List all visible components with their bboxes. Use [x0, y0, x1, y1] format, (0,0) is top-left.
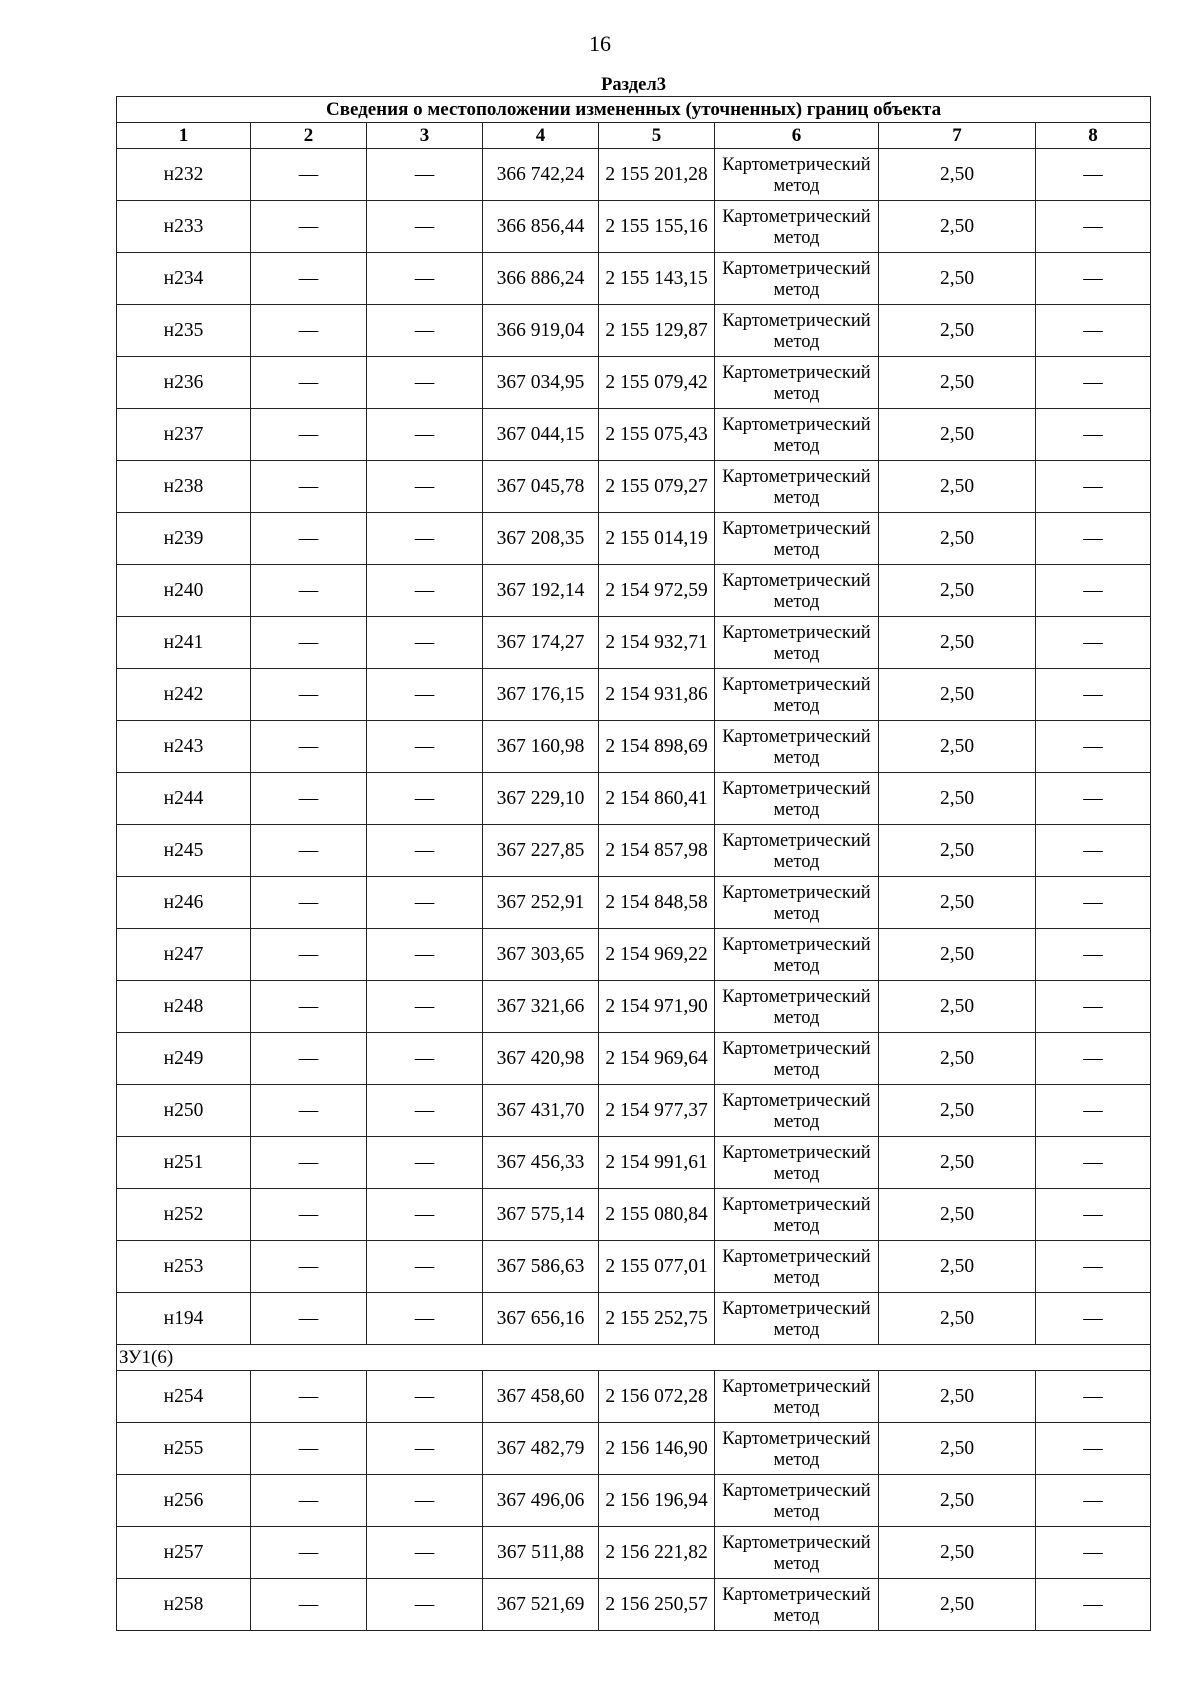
point-number-cell: н242	[117, 669, 251, 721]
empty-cell: —	[367, 1475, 483, 1527]
method-cell: Картометрический метод	[715, 1371, 879, 1423]
empty-cell: —	[1036, 1241, 1151, 1293]
y-coordinate-cell: 2 154 972,59	[599, 565, 715, 617]
empty-cell: —	[1036, 1033, 1151, 1085]
empty-cell: —	[251, 669, 367, 721]
accuracy-cell: 2,50	[879, 1241, 1036, 1293]
point-number-cell: н252	[117, 1189, 251, 1241]
empty-cell: —	[251, 1033, 367, 1085]
accuracy-cell: 2,50	[879, 253, 1036, 305]
accuracy-cell: 2,50	[879, 669, 1036, 721]
column-header: 5	[599, 123, 715, 149]
empty-cell: —	[367, 981, 483, 1033]
table-row	[117, 773, 1151, 825]
table-row	[117, 253, 1151, 305]
method-cell: Картометрический метод	[715, 1033, 879, 1085]
empty-cell: —	[367, 565, 483, 617]
method-cell: Картометрический метод	[715, 253, 879, 305]
method-cell: Картометрический метод	[715, 1423, 879, 1475]
accuracy-cell: 2,50	[879, 513, 1036, 565]
empty-cell: —	[251, 253, 367, 305]
empty-cell: —	[1036, 253, 1151, 305]
table-row	[117, 877, 1151, 929]
accuracy-cell: 2,50	[879, 1527, 1036, 1579]
column-header: 3	[367, 123, 483, 149]
accuracy-cell: 2,50	[879, 1579, 1036, 1631]
empty-cell: —	[367, 357, 483, 409]
empty-cell: —	[1036, 461, 1151, 513]
method-cell: Картометрический метод	[715, 721, 879, 773]
x-coordinate-cell: 367 034,95	[483, 357, 599, 409]
empty-cell: —	[1036, 1293, 1151, 1345]
group-label: ЗУ1(6)	[117, 1345, 1151, 1371]
x-coordinate-cell: 366 919,04	[483, 305, 599, 357]
point-number-cell: н237	[117, 409, 251, 461]
method-cell: Картометрический метод	[715, 1293, 879, 1345]
empty-cell: —	[1036, 929, 1151, 981]
empty-cell: —	[1036, 1579, 1151, 1631]
x-coordinate-cell: 367 511,88	[483, 1527, 599, 1579]
empty-cell: —	[251, 513, 367, 565]
table-row	[117, 981, 1151, 1033]
method-cell: Картометрический метод	[715, 461, 879, 513]
point-number-cell: н255	[117, 1423, 251, 1475]
table-row	[117, 149, 1151, 201]
boundary-coordinates-table	[116, 78, 1151, 1631]
table-row	[117, 565, 1151, 617]
empty-cell: —	[367, 1423, 483, 1475]
method-cell: Картометрический метод	[715, 149, 879, 201]
x-coordinate-cell: 367 176,15	[483, 669, 599, 721]
x-coordinate-cell: 367 575,14	[483, 1189, 599, 1241]
x-coordinate-cell: 367 458,60	[483, 1371, 599, 1423]
empty-cell: —	[367, 201, 483, 253]
empty-cell: —	[1036, 409, 1151, 461]
empty-cell: —	[251, 1423, 367, 1475]
method-cell: Картометрический метод	[715, 1137, 879, 1189]
empty-cell: —	[367, 409, 483, 461]
empty-cell: —	[367, 461, 483, 513]
empty-cell: —	[1036, 1189, 1151, 1241]
column-header: 8	[1036, 123, 1151, 149]
x-coordinate-cell: 367 160,98	[483, 721, 599, 773]
x-coordinate-cell: 367 045,78	[483, 461, 599, 513]
empty-cell: —	[1036, 825, 1151, 877]
x-coordinate-cell: 367 456,33	[483, 1137, 599, 1189]
point-number-cell: н239	[117, 513, 251, 565]
accuracy-cell: 2,50	[879, 617, 1036, 669]
point-number-cell: н238	[117, 461, 251, 513]
empty-cell: —	[367, 1579, 483, 1631]
point-number-cell: н251	[117, 1137, 251, 1189]
empty-cell: —	[251, 929, 367, 981]
empty-cell: —	[367, 721, 483, 773]
y-coordinate-cell: 2 155 014,19	[599, 513, 715, 565]
point-number-cell: н241	[117, 617, 251, 669]
x-coordinate-cell: 367 227,85	[483, 825, 599, 877]
point-number-cell: н233	[117, 201, 251, 253]
empty-cell: —	[251, 1085, 367, 1137]
accuracy-cell: 2,50	[879, 1033, 1036, 1085]
empty-cell: —	[1036, 565, 1151, 617]
table-row	[117, 409, 1151, 461]
empty-cell: —	[251, 461, 367, 513]
column-header: 4	[483, 123, 599, 149]
table-row	[117, 1475, 1151, 1527]
y-coordinate-cell: 2 154 932,71	[599, 617, 715, 669]
y-coordinate-cell: 2 155 079,42	[599, 357, 715, 409]
y-coordinate-cell: 2 154 931,86	[599, 669, 715, 721]
accuracy-cell: 2,50	[879, 201, 1036, 253]
x-coordinate-cell: 366 886,24	[483, 253, 599, 305]
empty-cell: —	[367, 825, 483, 877]
x-coordinate-cell: 366 856,44	[483, 201, 599, 253]
accuracy-cell: 2,50	[879, 929, 1036, 981]
x-coordinate-cell: 367 321,66	[483, 981, 599, 1033]
point-number-cell: н236	[117, 357, 251, 409]
table-row	[117, 1293, 1151, 1345]
table-row	[117, 721, 1151, 773]
column-header-row	[117, 123, 1151, 149]
empty-cell: —	[1036, 305, 1151, 357]
accuracy-cell: 2,50	[879, 305, 1036, 357]
method-cell: Картометрический метод	[715, 1085, 879, 1137]
accuracy-cell: 2,50	[879, 1475, 1036, 1527]
accuracy-cell: 2,50	[879, 1085, 1036, 1137]
y-coordinate-cell: 2 156 221,82	[599, 1527, 715, 1579]
empty-cell: —	[1036, 617, 1151, 669]
empty-cell: —	[1036, 981, 1151, 1033]
empty-cell: —	[251, 825, 367, 877]
table-row	[117, 617, 1151, 669]
empty-cell: —	[367, 1371, 483, 1423]
table-row	[117, 1033, 1151, 1085]
point-number-cell: н250	[117, 1085, 251, 1137]
empty-cell: —	[251, 305, 367, 357]
method-cell: Картометрический метод	[715, 409, 879, 461]
point-number-cell: н240	[117, 565, 251, 617]
method-cell: Картометрический метод	[715, 981, 879, 1033]
y-coordinate-cell: 2 156 250,57	[599, 1579, 715, 1631]
table-row	[117, 1189, 1151, 1241]
section-label: Раздел3	[601, 76, 666, 95]
empty-cell: —	[251, 201, 367, 253]
accuracy-cell: 2,50	[879, 565, 1036, 617]
empty-cell: —	[251, 617, 367, 669]
table-caption: Сведения о местоположении измененных (уточненных) границ объекта	[117, 97, 1151, 123]
point-number-cell: н258	[117, 1579, 251, 1631]
x-coordinate-cell: 367 252,91	[483, 877, 599, 929]
empty-cell: —	[251, 1371, 367, 1423]
table-row	[117, 825, 1151, 877]
point-number-cell: н257	[117, 1527, 251, 1579]
y-coordinate-cell: 2 154 857,98	[599, 825, 715, 877]
empty-cell: —	[251, 773, 367, 825]
empty-cell: —	[367, 617, 483, 669]
point-number-cell: н248	[117, 981, 251, 1033]
column-header: 1	[117, 123, 251, 149]
method-cell: Картометрический метод	[715, 513, 879, 565]
empty-cell: —	[251, 1579, 367, 1631]
y-coordinate-cell: 2 155 075,43	[599, 409, 715, 461]
point-number-cell: н243	[117, 721, 251, 773]
y-coordinate-cell: 2 155 080,84	[599, 1189, 715, 1241]
x-coordinate-cell: 367 208,35	[483, 513, 599, 565]
method-cell: Картометрический метод	[715, 617, 879, 669]
y-coordinate-cell: 2 156 072,28	[599, 1371, 715, 1423]
x-coordinate-cell: 367 656,16	[483, 1293, 599, 1345]
point-number-cell: н232	[117, 149, 251, 201]
empty-cell: —	[367, 253, 483, 305]
accuracy-cell: 2,50	[879, 1423, 1036, 1475]
table-row	[117, 1423, 1151, 1475]
accuracy-cell: 2,50	[879, 1137, 1036, 1189]
x-coordinate-cell: 367 482,79	[483, 1423, 599, 1475]
y-coordinate-cell: 2 155 143,15	[599, 253, 715, 305]
point-number-cell: н234	[117, 253, 251, 305]
accuracy-cell: 2,50	[879, 877, 1036, 929]
y-coordinate-cell: 2 154 969,22	[599, 929, 715, 981]
empty-cell: —	[367, 1241, 483, 1293]
x-coordinate-cell: 367 174,27	[483, 617, 599, 669]
y-coordinate-cell: 2 156 146,90	[599, 1423, 715, 1475]
table-row	[117, 1137, 1151, 1189]
y-coordinate-cell: 2 155 129,87	[599, 305, 715, 357]
y-coordinate-cell: 2 155 079,27	[599, 461, 715, 513]
accuracy-cell: 2,50	[879, 981, 1036, 1033]
y-coordinate-cell: 2 155 201,28	[599, 149, 715, 201]
empty-cell: —	[367, 1085, 483, 1137]
table-row	[117, 305, 1151, 357]
empty-cell: —	[251, 721, 367, 773]
column-header: 2	[251, 123, 367, 149]
accuracy-cell: 2,50	[879, 1189, 1036, 1241]
column-header: 7	[879, 123, 1036, 149]
table-row	[117, 1579, 1151, 1631]
y-coordinate-cell: 2 154 971,90	[599, 981, 715, 1033]
empty-cell: —	[251, 565, 367, 617]
empty-cell: —	[251, 149, 367, 201]
method-cell: Картометрический метод	[715, 357, 879, 409]
table-row	[117, 1371, 1151, 1423]
empty-cell: —	[1036, 721, 1151, 773]
empty-cell: —	[251, 1527, 367, 1579]
empty-cell: —	[367, 1189, 483, 1241]
empty-cell: —	[367, 1137, 483, 1189]
x-coordinate-cell: 367 431,70	[483, 1085, 599, 1137]
x-coordinate-cell: 367 303,65	[483, 929, 599, 981]
method-cell: Картометрический метод	[715, 565, 879, 617]
x-coordinate-cell: 367 521,69	[483, 1579, 599, 1631]
empty-cell: —	[1036, 1527, 1151, 1579]
point-number-cell: н249	[117, 1033, 251, 1085]
accuracy-cell: 2,50	[879, 357, 1036, 409]
empty-cell: —	[1036, 1423, 1151, 1475]
x-coordinate-cell: 367 229,10	[483, 773, 599, 825]
empty-cell: —	[1036, 877, 1151, 929]
accuracy-cell: 2,50	[879, 825, 1036, 877]
table-row	[117, 461, 1151, 513]
x-coordinate-cell: 367 496,06	[483, 1475, 599, 1527]
method-cell: Картометрический метод	[715, 305, 879, 357]
point-number-cell: н254	[117, 1371, 251, 1423]
method-cell: Картометрический метод	[715, 929, 879, 981]
accuracy-cell: 2,50	[879, 773, 1036, 825]
accuracy-cell: 2,50	[879, 721, 1036, 773]
y-coordinate-cell: 2 154 991,61	[599, 1137, 715, 1189]
column-header: 6	[715, 123, 879, 149]
method-cell: Картометрический метод	[715, 1475, 879, 1527]
empty-cell: —	[251, 357, 367, 409]
table-row	[117, 929, 1151, 981]
empty-cell: —	[1036, 1475, 1151, 1527]
empty-cell: —	[367, 1527, 483, 1579]
accuracy-cell: 2,50	[879, 1371, 1036, 1423]
y-coordinate-cell: 2 154 969,64	[599, 1033, 715, 1085]
empty-cell: —	[251, 877, 367, 929]
empty-cell: —	[367, 669, 483, 721]
table-row	[117, 357, 1151, 409]
x-coordinate-cell: 367 420,98	[483, 1033, 599, 1085]
method-cell: Картометрический метод	[715, 1189, 879, 1241]
accuracy-cell: 2,50	[879, 461, 1036, 513]
y-coordinate-cell: 2 156 196,94	[599, 1475, 715, 1527]
empty-cell: —	[367, 877, 483, 929]
table-row	[117, 201, 1151, 253]
accuracy-cell: 2,50	[879, 409, 1036, 461]
method-cell: Картометрический метод	[715, 825, 879, 877]
point-number-cell: н244	[117, 773, 251, 825]
empty-cell: —	[1036, 357, 1151, 409]
table-row	[117, 1085, 1151, 1137]
point-number-cell: н235	[117, 305, 251, 357]
empty-cell: —	[251, 981, 367, 1033]
point-number-cell: н194	[117, 1293, 251, 1345]
method-cell: Картометрический метод	[715, 1579, 879, 1631]
empty-cell: —	[1036, 669, 1151, 721]
empty-cell: —	[251, 1189, 367, 1241]
empty-cell: —	[367, 1293, 483, 1345]
table-row	[117, 1241, 1151, 1293]
table-row	[117, 1527, 1151, 1579]
empty-cell: —	[367, 1033, 483, 1085]
y-coordinate-cell: 2 155 252,75	[599, 1293, 715, 1345]
empty-cell: —	[1036, 149, 1151, 201]
empty-cell: —	[1036, 201, 1151, 253]
empty-cell: —	[251, 1137, 367, 1189]
y-coordinate-cell: 2 154 977,37	[599, 1085, 715, 1137]
empty-cell: —	[251, 409, 367, 461]
page-number: 16	[589, 31, 611, 56]
empty-cell: —	[251, 1241, 367, 1293]
method-cell: Картометрический метод	[715, 669, 879, 721]
x-coordinate-cell: 366 742,24	[483, 149, 599, 201]
empty-cell: —	[1036, 1137, 1151, 1189]
y-coordinate-cell: 2 155 155,16	[599, 201, 715, 253]
method-cell: Картометрический метод	[715, 1241, 879, 1293]
empty-cell: —	[1036, 1371, 1151, 1423]
y-coordinate-cell: 2 154 860,41	[599, 773, 715, 825]
empty-cell: —	[1036, 513, 1151, 565]
y-coordinate-cell: 2 155 077,01	[599, 1241, 715, 1293]
empty-cell: —	[251, 1475, 367, 1527]
point-number-cell: н245	[117, 825, 251, 877]
method-cell: Картометрический метод	[715, 773, 879, 825]
x-coordinate-cell: 367 586,63	[483, 1241, 599, 1293]
point-number-cell: н253	[117, 1241, 251, 1293]
method-cell: Картометрический метод	[715, 877, 879, 929]
point-number-cell: н247	[117, 929, 251, 981]
empty-cell: —	[1036, 773, 1151, 825]
y-coordinate-cell: 2 154 898,69	[599, 721, 715, 773]
accuracy-cell: 2,50	[879, 149, 1036, 201]
point-number-cell: н256	[117, 1475, 251, 1527]
empty-cell: —	[1036, 1085, 1151, 1137]
empty-cell: —	[367, 513, 483, 565]
method-cell: Картометрический метод	[715, 1527, 879, 1579]
point-number-cell: н246	[117, 877, 251, 929]
accuracy-cell: 2,50	[879, 1293, 1036, 1345]
empty-cell: —	[367, 929, 483, 981]
empty-cell: —	[367, 305, 483, 357]
x-coordinate-cell: 367 044,15	[483, 409, 599, 461]
table-row	[117, 513, 1151, 565]
y-coordinate-cell: 2 154 848,58	[599, 877, 715, 929]
x-coordinate-cell: 367 192,14	[483, 565, 599, 617]
empty-cell: —	[367, 773, 483, 825]
method-cell: Картометрический метод	[715, 201, 879, 253]
empty-cell: —	[251, 1293, 367, 1345]
table-row	[117, 669, 1151, 721]
empty-cell: —	[367, 149, 483, 201]
